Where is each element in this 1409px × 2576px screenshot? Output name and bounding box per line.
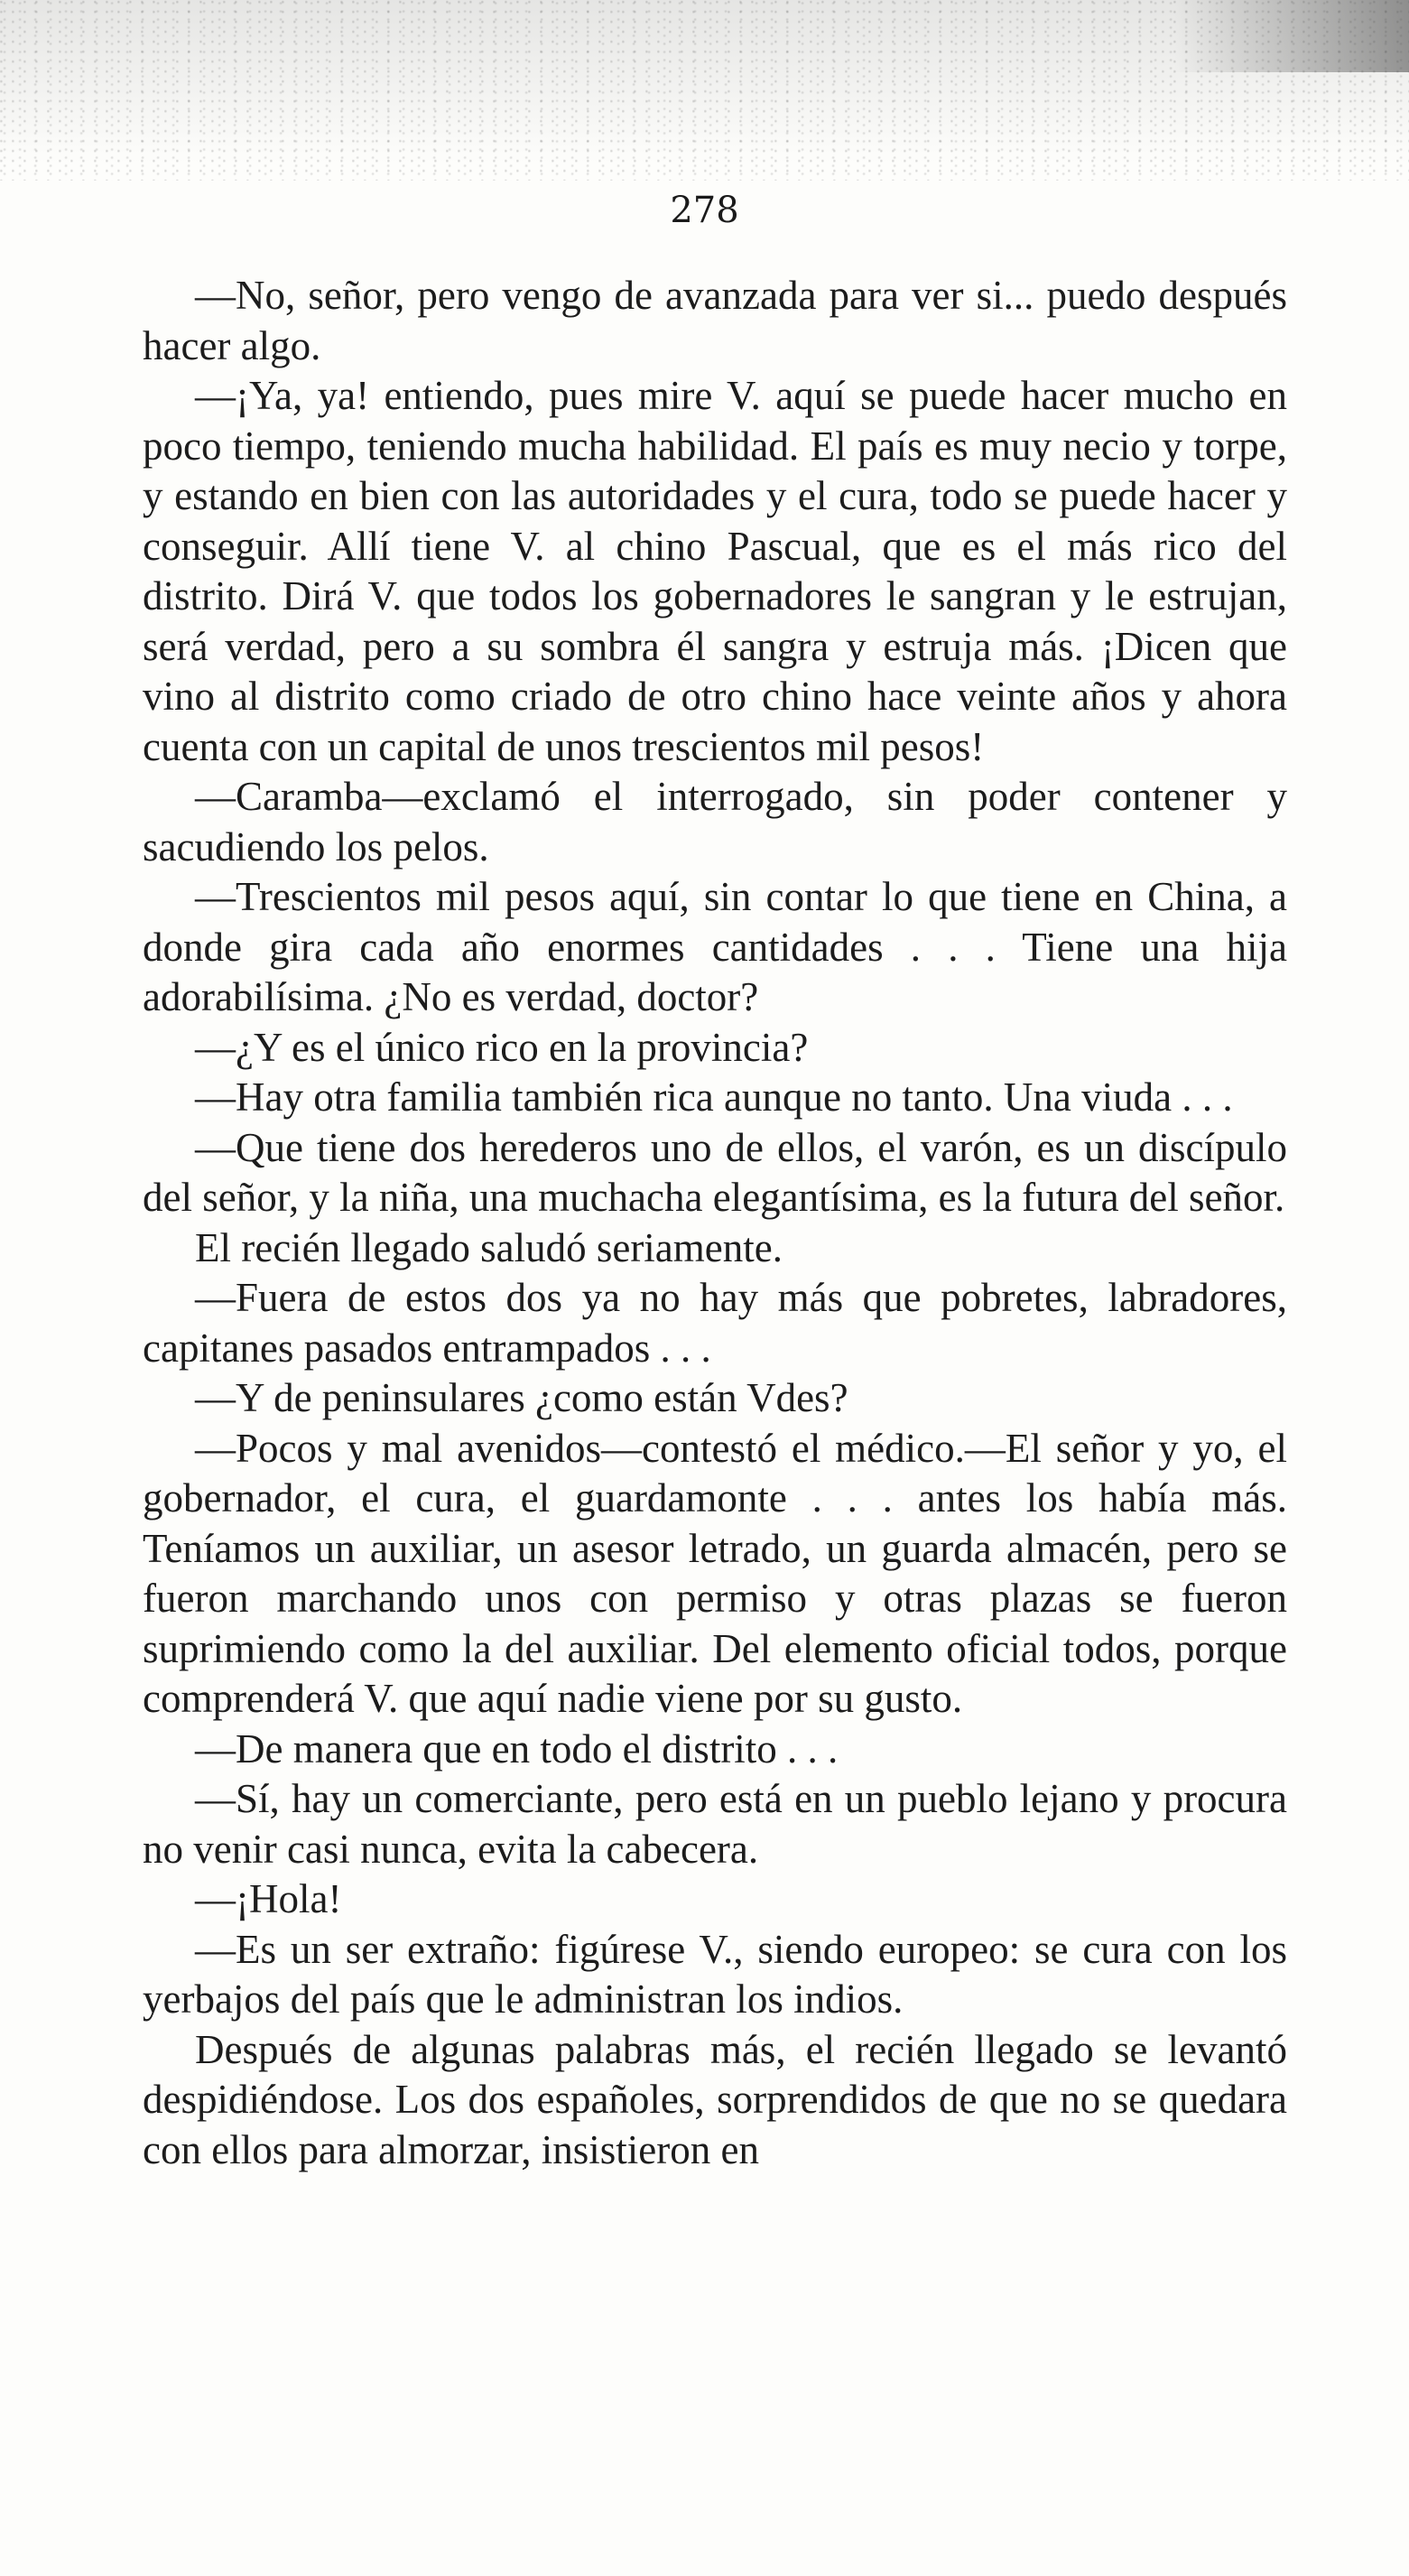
paragraph: —Y de peninsulares ¿como están Vdes? bbox=[195, 1375, 848, 1420]
paragraph: El recién llegado saludó seriamente. bbox=[195, 1224, 783, 1270]
paragraph: —Trescientos mil pesos aquí, sin contar lo que tiene en China, a donde gira cada año enormes cantidades . . . Tiene una hija adorabilísima. ¿No es verdad, doctor? bbox=[143, 874, 1287, 1019]
paragraph: —Pocos y mal avenidos—contestó el médico.—El señor y yo, el gobernador, el cura, el guardamonte . . . antes los había más. Teníamos un auxiliar, un asesor letrado, un guarda almacén, pero se fueron marchando unos con permiso y otras plazas se fueron suprimiendo como la del auxiliar. Del elemento oficial todos, porque comprenderá V. que aquí nadie viene por su gusto. bbox=[143, 1425, 1287, 1721]
paragraph: —Fuera de estos dos ya no hay más que pobretes, labradores, capitanes pasados entrampados . . . bbox=[143, 1275, 1287, 1371]
scan-noise-corner bbox=[1174, 0, 1409, 72]
paragraph: —De manera que en todo el distrito . . . bbox=[195, 1725, 839, 1772]
page-number: 278 bbox=[670, 190, 739, 231]
paragraph: —No, señor, pero vengo de avanzada para ver si... puedo después hacer algo. bbox=[143, 273, 1287, 368]
paragraph: —Hay otra familia también rica aunque no tanto. Una viuda . . . bbox=[195, 1074, 1233, 1120]
paragraph: —¡Hola! bbox=[195, 1876, 342, 1921]
paragraph: —Caramba—exclamó el interrogado, sin poder contener y sacudiendo los pelos. bbox=[143, 774, 1287, 870]
body-text bbox=[143, 271, 1287, 2175]
paragraph: —¡Ya, ya! entiendo, pues mire V. aquí se puede hacer mucho en poco tiempo, teniendo mucha habilidad. El país es muy necio y torpe, y estando en bien con las autoridades y el cura, todo se puede hacer y conseguir. Allí tiene V. al chino Pascual, que es el más rico del distrito. Dirá V. que todos los gobernadores le sangran y le estrujan, será verdad, pero a su sombra él sangra y estruja más. ¡Dicen que vino al distrito como criado de otro chino hace veinte años y ahora cuenta con un capital de unos trescientos mil pesos! bbox=[143, 373, 1287, 769]
paragraph: —Sí, hay un comerciante, pero está en un pueblo lejano y procura no venir casi nunca, evita la cabecera. bbox=[143, 1776, 1287, 1872]
paragraph: —Es un ser extraño: figúrese V., siendo europeo: se cura con los yerbajos del país que le administran los indios. bbox=[143, 1926, 1287, 2022]
scan-noise-top bbox=[0, 0, 1409, 181]
paragraph: —¿Y es el único rico en la provincia? bbox=[195, 1024, 809, 1070]
paragraph: Después de algunas palabras más, el recién llegado se levantó despidiéndose. Los dos españoles, sorprendidos de que no se quedara con ellos para almorzar, insistieron en bbox=[143, 2026, 1287, 2172]
paragraph: —Que tiene dos herederos uno de ellos, el varón, es un discípulo del señor, y la niña, una muchacha elegantísima, es la futura del señor. bbox=[143, 1124, 1287, 1220]
